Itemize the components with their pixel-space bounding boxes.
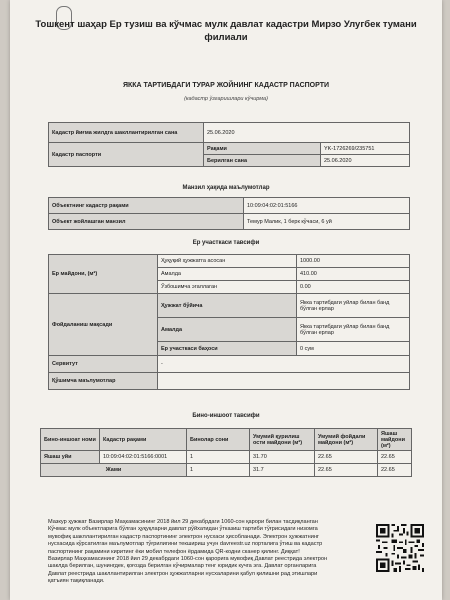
notice-line: Давлат реестрида шакллантирилган электрон ҳужжатларни нусхаларини қабул қилишни рад этишлари	[48, 570, 318, 577]
notice-line: паспортининг рақамини киритинг ёки мобил телефон ёрдамида QR-кодни сканер қилинг. Диққат!	[48, 548, 300, 555]
notice-line: Мазкур ҳужжат Вазирлар Маҳкамасининг 2018 йил 29 декабрдаги 1060-сон қарори билан тасдиқланган	[48, 519, 318, 525]
actual-area-label: Амалда	[158, 268, 297, 281]
total-label: Жами	[41, 464, 187, 477]
purpose-document-label: Ҳужжат бўйича	[158, 294, 297, 318]
passport-number-label: Рақами	[204, 143, 321, 155]
buildings-section-title: Бино-иншоот тавсифи	[192, 413, 260, 419]
servitude-label: Сервитут	[49, 356, 158, 373]
document-subtitle: (кадастр ўзгаришлари кўчирма)	[184, 96, 268, 102]
total-footprint: 31.7	[250, 464, 315, 477]
notice-line: Вазирлар Маҳкамасининг 2018 йил 29 декабрдаги 1060-сон қарорига мувофиқ Давлат реестрида электрон	[48, 556, 328, 563]
col-header-cadastre: Кадастр рақами	[100, 429, 187, 451]
passport-number-value: YK-1726269/235751	[321, 143, 410, 155]
illegal-area-label: Ўзбошимча эгаллаган	[158, 281, 297, 294]
land-purpose-label: Фойдаланиш мақсади	[49, 294, 158, 356]
notice-line: шаклда берилган, шунингдек, қоғозда берилган кўчирмалар тенг юридик кучга эга. Давлат органларига	[48, 563, 317, 570]
notice-line: мувофиқ шакллантирилган кадастр паспортининг электрон нусхаси ҳисобланади. Электрон ҳужжатнинг	[48, 533, 319, 540]
cadastre-number-label: Объектнинг кадастр рақами	[49, 198, 244, 214]
total-useful: 22.65	[315, 464, 378, 477]
qr-code-icon[interactable]	[376, 524, 424, 572]
notice-line: нусхасида кўрсатилган маълумотлар тўғрилигини текшириш учун davreestr.uz порталига ўтиш ва кадастр	[48, 541, 323, 548]
passport-table	[48, 122, 410, 167]
col-header-living: Яшаш майдони (м²)	[378, 429, 412, 451]
purpose-actual-label: Амалда	[158, 318, 297, 342]
address-section-title: Манзил ҳақида маълумотлар	[182, 185, 270, 191]
total-count: 1	[187, 464, 250, 477]
buildings-table	[40, 428, 412, 477]
purpose-actual-value: Якка тартибдаги уйлар билан банд бўлган ерлар	[297, 318, 410, 342]
table-row	[41, 451, 412, 464]
illegal-area-value: 0.00	[297, 281, 410, 294]
notice-line: Кўчмас мулк объектларига бўлган ҳуқуқларни давлат рўйхатидан ўтказиш тартиби тўғрисидаги низомга	[48, 526, 318, 533]
building-useful: 22.65	[315, 451, 378, 464]
land-section-title: Ер участкаси тавсифи	[192, 240, 260, 246]
header-line-2: филиали	[204, 32, 248, 43]
land-value-value: 0 сум	[297, 342, 410, 356]
building-name: Яшаш уйи	[41, 451, 100, 464]
document-title: ЯККА ТАРТИБДАГИ ТУРАР ЖОЙНИНГ КАДАСТР ПАСПОРТИ	[122, 82, 330, 89]
building-living: 22.65	[378, 451, 412, 464]
passport-issued-label: Берилган сана	[204, 155, 321, 167]
document-header	[30, 18, 422, 44]
building-cadastre: 10:09:04:02:01:5166:0001	[100, 451, 187, 464]
col-header-name: Бино-иншоат номи	[41, 429, 100, 451]
col-header-footprint: Умумий қурилиш ости майдони (м²)	[250, 429, 315, 451]
notice-line: қатъиян тақиқланади.	[48, 578, 105, 585]
address-table	[48, 197, 410, 230]
entry-date-value: 25.06.2020	[204, 123, 410, 143]
building-count: 1	[187, 451, 250, 464]
object-address-label: Объект жойлашган манзил	[49, 214, 244, 230]
total-row	[41, 464, 412, 477]
legal-notice	[48, 519, 366, 586]
col-header-useful: Умумий фойдали майдони (м²)	[315, 429, 378, 451]
purpose-document-value: Якка тартибдаги уйлар билан банд бўлган ерлар	[297, 294, 410, 318]
legal-area-value: 1000.00	[297, 255, 410, 268]
land-area-label: Ер майдони, (м²)	[49, 255, 158, 294]
passport-label: Кадастр паспорти	[49, 143, 204, 167]
building-footprint: 31.70	[250, 451, 315, 464]
actual-area-value: 410.00	[297, 268, 410, 281]
col-header-count: Бинолар сони	[187, 429, 250, 451]
entry-date-label: Кадастр йиғма жилдга шакллантирилган сана	[49, 123, 204, 143]
land-value-label: Ер участкаси баҳоси	[158, 342, 297, 356]
extra-info-label: Қўшимча маълумотлар	[49, 373, 158, 390]
cadastre-number-value: 10:09:04:02:01:5166	[244, 198, 410, 214]
servitude-value: -	[158, 356, 410, 373]
passport-issued-value: 25.06.2020	[321, 155, 410, 167]
object-address-value: Темур Малик, 1 берк кўчаси, 6 уй	[244, 214, 410, 230]
total-living: 22.65	[378, 464, 412, 477]
legal-area-label: Ҳуқуқий ҳужжатга асосан	[158, 255, 297, 268]
header-line-1: Тошкент шаҳар Ер тузиш ва кўчмас мулк давлат кадастри Мирзо Улугбек тумани	[35, 19, 417, 30]
document-page	[10, 0, 442, 600]
land-table	[48, 254, 410, 390]
extra-info-value	[158, 373, 410, 390]
